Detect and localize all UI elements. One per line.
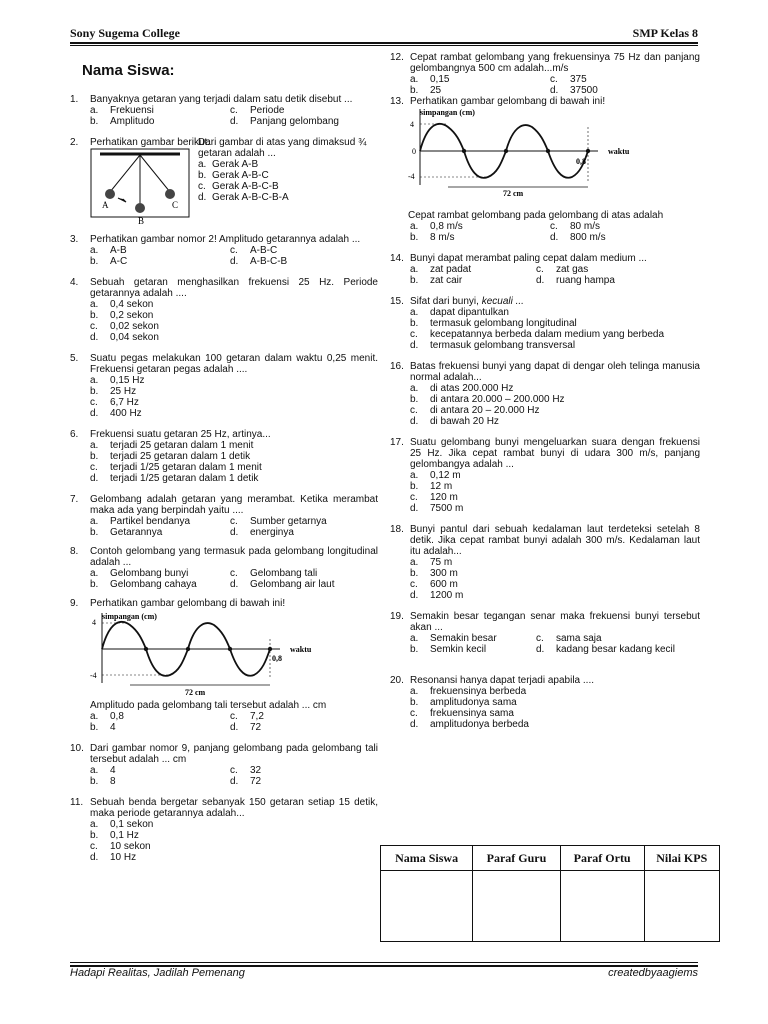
question-5: 5. Suatu pegas melakukan 100 getaran dalam waktu 0,25 menit. Frekuensi getaran pegas adalah .... a. 0,15 Hz b. 25 Hz c. 6,7 Hz d. 400 Hz — [70, 353, 378, 419]
cell-nama-siswa[interactable] — [381, 871, 473, 942]
col-nilai-kps: Nilai KPS — [644, 846, 719, 871]
wave-x-label-2: waktu — [608, 147, 630, 156]
question-4: 4. Sebuah getaran menghasilkan frekuensi 25 Hz. Periode getarannya adalah .... a. 0,4 sekon b. 0,2 sekon c. 0,02 sekon d. 0,04 sekon — [70, 277, 378, 343]
left-column — [70, 48, 378, 863]
question-16: 16. Batas frekuensi bunyi yang dapat di dengar oleh telinga manusia normal adalah... a. di atas 200.000 Hz b. di antara 20.000 – 200.000 Hz c. di antara 20 – 20.000 Hz d. di bawah 20 Hz — [390, 361, 700, 427]
col-paraf-guru: Paraf Guru — [473, 846, 561, 871]
school-name: Sony Sugema College — [70, 26, 181, 40]
col-nama-siswa: Nama Siswa — [381, 846, 473, 871]
question-9: 9. Perhatikan gambar gelombang di bawah ini! simpangan (cm) 4 -4 waktu 0,8 72 cm Amplitudo pada gelombang tali tersebut adalah ... cm a. 0,8 c. 7,2 b. 4 d. 72 — [70, 598, 327, 733]
wave-amp-neg-2: -4 — [408, 172, 415, 181]
question-2: 2. Perhatikan gambar berikut: A B C Dari gambar di atas yang dimaksud ¾ getaran adalah ... a. Gerak A-B b. Gerak A-B-C c. Gerak A-B-C-B d. Gerak A-B-C-B-A — [70, 137, 378, 226]
footer-motto: Hadapi Realitas, Jadilah Pemenang — [70, 967, 245, 979]
question-1: 1. Banyaknya getaran yang terjadi dalam satu detik disebut ... a. Frekuensi c. Periode b. Amplitudo d. Panjang gelombang — [70, 94, 353, 127]
wave-zero-2: 0 — [412, 147, 416, 156]
question-17: 17. Suatu gelombang bunyi mengeluarkan suara dengan frekuensi 25 Hz. Jika cepat rambat bunyi di udara 300 m/s, panjang gelombangya adalah ... a. 0,12 m b. 12 m c. 120 m d. 7500 m — [390, 437, 700, 514]
wave-amp-pos: 4 — [92, 618, 96, 627]
wave-amp-pos-2: 4 — [410, 120, 414, 129]
question-6: 6. Frekuensi suatu getaran 25 Hz, artinya... a. terjadi 25 getaran dalam 1 menit b. terjadi 25 getaran dalam 1 detik c. terjadi 1/25 getaran dalam 1 menit d. terjadi 1/25 getaran dalam 1 detik — [70, 429, 271, 484]
question-19: 19. Semakin besar tegangan senar maka frekuensi bunyi tersebut akan ... a. Semakin besar c. sama saja b. Semkin kecil d. kadang besar kadang kecil — [390, 611, 700, 655]
pendulum-diagram — [90, 148, 190, 226]
class-label: SMP Kelas 8 — [632, 26, 698, 40]
question-7: 7. Gelombang adalah getaran yang merambat. Ketika merambat maka ada yang berpindah yaitu .... a. Partikel bendanya c. Sumber getarnya b. Getarannya d. energinya — [70, 494, 378, 538]
wave-length: 72 cm — [185, 688, 206, 697]
label-c: C — [172, 200, 179, 210]
wave-graph-q9 — [90, 609, 320, 697]
question-11: 11. Sebuah benda bergetar sebanyak 150 getaran setiap 15 detik, maka periode getarannya adalah... a. 0,1 sekon b. 0,1 Hz c. 10 sekon d. 10 Hz — [70, 797, 378, 863]
question-13: 13. Perhatikan gambar gelombang di bawah ini! simpangan (cm) 4 0 -4 waktu 0,8 72 cm Cepat rambat gelombang pada gelombang di atas adalah a. 0,8 m/s c. 80 m/s b. 8 m/s d. 800 m/s — [390, 96, 664, 243]
question-3: 3. Perhatikan gambar nomor 2! Amplitudo getarannya adalah ... a. A-B c. A-B-C b. A-C d. A-B-C-B — [70, 234, 361, 267]
wave-amp-neg: -4 — [90, 671, 97, 680]
cell-paraf-guru[interactable] — [473, 871, 561, 942]
signature-table — [380, 845, 720, 942]
page-header — [70, 26, 698, 42]
cell-nilai-kps[interactable] — [644, 871, 719, 942]
question-14: 14. Bunyi dapat merambat paling cepat dalam medium ... a. zat padat c. zat gas b. zat cair d. ruang hampa — [390, 253, 647, 286]
question-15: 15. Sifat dari bunyi, kecuali ... a. dapat dipantulkan b. termasuk gelombang longitudinal c. kecepatannya berbeda dalam medium yang berbeda d. termasuk gelombang transversal — [390, 296, 665, 351]
question-12: 12. Cepat rambat gelombang yang frekuensinya 75 Hz dan panjang gelombangnya 500 cm adalah...m/s a. 0,15 c. 375 b. 25 d. 37500 — [390, 52, 700, 96]
label-b: B — [138, 216, 145, 226]
wave-length-2: 72 cm — [503, 189, 524, 197]
header-rule-thin — [70, 45, 698, 46]
question-18: 18. Bunyi pantul dari sebuah kedalaman laut terdeteksi setelah 8 detik. Jika cepat rambat bunyi adalah 300 m/s. Kedalaman laut itu adalah... a. 75 m b. 300 m c. 600 m d. 1200 m — [390, 524, 700, 601]
footer-rule-thin — [70, 962, 698, 963]
wave-mark: 0,8 — [272, 654, 282, 663]
wave-mark-2: 0,8 — [576, 157, 586, 166]
q2-side-text: Dari gambar di atas yang dimaksud ¾ getaran adalah ... — [198, 137, 367, 159]
wave-y-label-2: simpangan (cm) — [420, 108, 475, 117]
cell-paraf-ortu[interactable] — [560, 871, 644, 942]
header-rule — [70, 42, 698, 44]
col-paraf-ortu: Paraf Ortu — [560, 846, 644, 871]
question-8: 8. Contoh gelombang yang termasuk pada gelombang longitudinal adalah ... a. Gelombang bunyi c. Gelombang tali b. Gelombang cahaya d. Gelombang air laut — [70, 546, 378, 590]
wave-y-label: simpangan (cm) — [102, 612, 157, 621]
label-a: A — [102, 200, 109, 210]
wave-x-label: waktu — [290, 645, 312, 654]
nama-siswa-label: Nama Siswa: — [82, 62, 175, 79]
footer-credit: createdbyaagiems — [608, 967, 698, 979]
right-column — [390, 52, 700, 730]
question-20: 20. Resonansi hanya dapat terjadi apabila .... a. frekuensinya berbeda b. amplitudonya sama c. frekuensinya sama d. amplitudonya berbeda — [390, 675, 595, 730]
wave-graph-q13 — [408, 107, 638, 197]
question-10: 10. Dari gambar nomor 9, panjang gelombang pada gelombang tali tersebut adalah ... cm a. 4 c. 32 b. 8 d. 72 — [70, 743, 378, 787]
